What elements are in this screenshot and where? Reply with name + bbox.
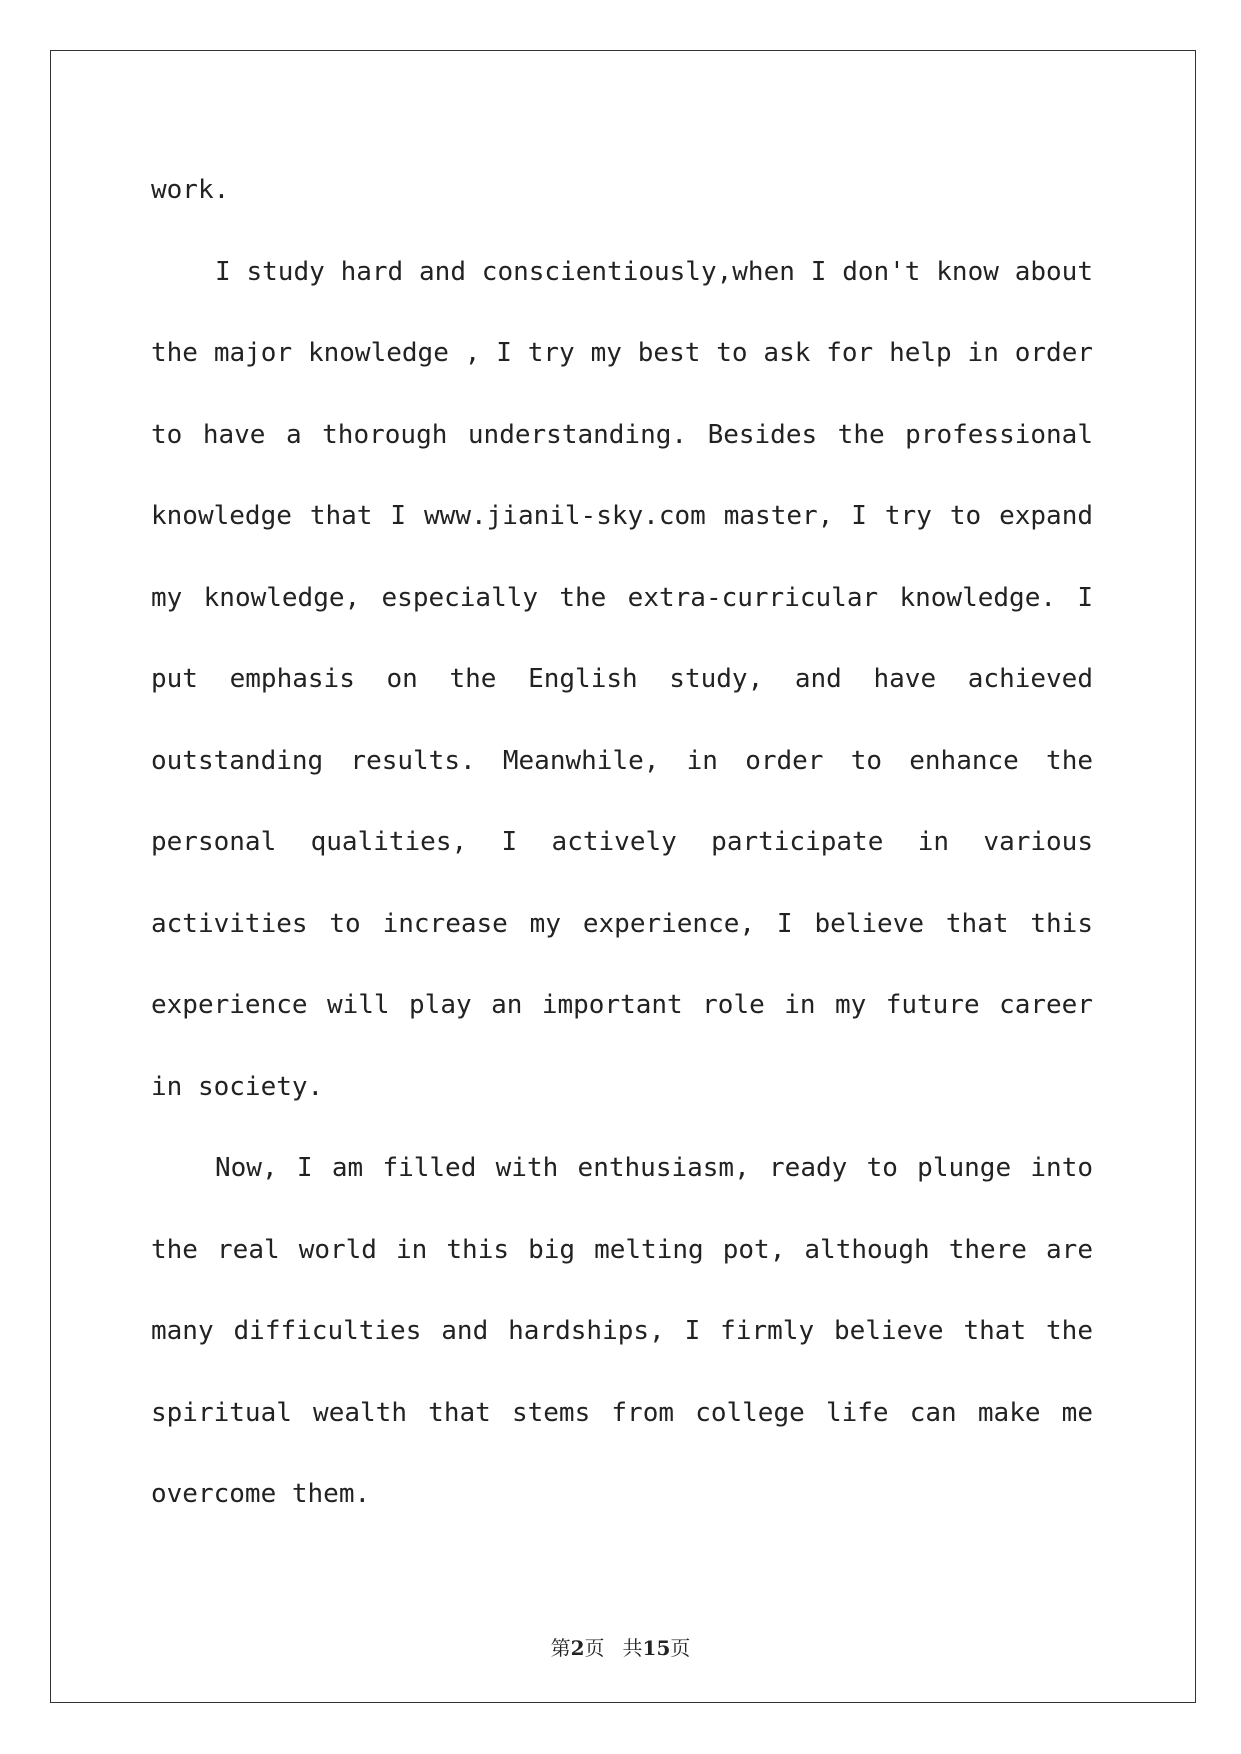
text-line: work. <box>151 175 230 205</box>
text-line: I study hard and conscientiously,when I don't know about <box>215 256 1093 287</box>
text-line: put emphasis on the English study, and have achieved <box>151 664 1093 694</box>
text-line: the major knowledge , I try my best to ask for help in order <box>151 338 1093 368</box>
text-line: in society. <box>151 1071 324 1102</box>
page-prefix: 第 <box>550 1636 571 1660</box>
total-prefix: 共 <box>622 1636 643 1660</box>
page-footer <box>0 1632 1241 1661</box>
text-line: the real world in this big melting pot, although there are <box>151 1234 1093 1265</box>
text-line: overcome them. <box>151 1479 371 1509</box>
document-body <box>151 150 1093 1536</box>
text-line: outstanding results. Meanwhile, in order to enhance the <box>151 745 1093 776</box>
text-line: Now, I am filled with enthusiasm, ready to plunge into <box>215 1153 1093 1183</box>
total-page-count: 15 <box>642 1636 671 1660</box>
total-suffix: 页 <box>670 1636 691 1660</box>
text-line: to have a thorough understanding. Besides the professional <box>151 419 1093 450</box>
text-line: spiritual wealth that stems from college life can make me <box>151 1397 1093 1428</box>
text-line: personal qualities, I actively participate in various <box>151 827 1093 857</box>
page-suffix: 页 <box>584 1636 605 1660</box>
current-page-number: 2 <box>570 1636 585 1660</box>
text-line: many difficulties and hardships, I firmly believe that the <box>151 1316 1093 1346</box>
text-line: experience will play an important role in my future career <box>151 990 1093 1020</box>
text-line: knowledge that I www.jianil-sky.com master, I try to expand <box>151 501 1093 531</box>
text-line: my knowledge, especially the extra-curricular knowledge. I <box>151 582 1093 613</box>
text-line: activities to increase my experience, I believe that this <box>151 908 1093 939</box>
